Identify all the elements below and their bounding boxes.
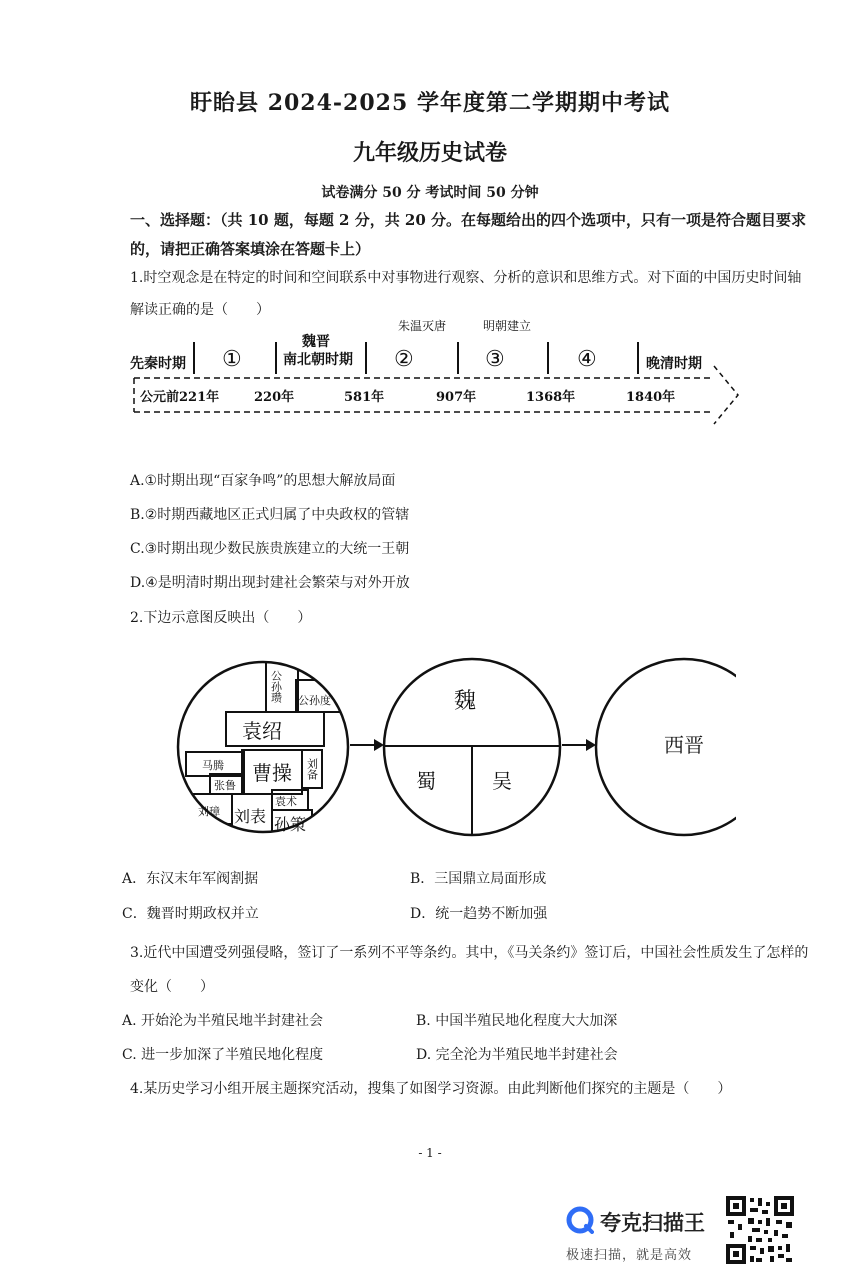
page-number: - 1 - — [418, 1146, 442, 1160]
q1-option-c: C.③时期出现少数民族贵族建立的大统一王朝 — [130, 541, 410, 557]
timeline-year-1368: 1368年 — [526, 390, 576, 405]
timeline-event-ming: 明朝建立 — [483, 319, 532, 333]
timeline-period-2: ② — [394, 347, 414, 372]
exam-title: 盱眙县 2024-2025 学年度第二学期期中考试 — [190, 90, 670, 116]
warlord-liubei: 刘备 — [305, 758, 319, 780]
timeline-period-late-qing: 晚清时期 — [646, 356, 702, 372]
timeline-year-220: 220年 — [254, 390, 295, 405]
timeline-period-4: ④ — [577, 347, 597, 372]
timeline-diagram — [128, 314, 748, 434]
warlord-yuanshao: 袁绍 — [242, 719, 282, 743]
qr-code-icon — [726, 1196, 794, 1264]
scanner-logo-icon — [566, 1206, 594, 1234]
warlord-sunce: 孙策 — [274, 815, 307, 834]
timeline-period-1: ① — [222, 347, 242, 372]
question-3-stem: 3.近代中国遭受列强侵略，签订了一系列不平等条约。其中，《马关条约》签订后，中国社会性质发生了怎样的变化（ ） — [130, 945, 809, 995]
q3-option-a: A. 开始沦为半殖民地半封建社会 — [122, 1013, 324, 1029]
q2-option-b: B．三国鼎立局面形成 — [410, 871, 547, 887]
exam-subtitle: 九年级历史试卷 — [352, 140, 507, 166]
q1-option-a: A.①时期出现“百家争鸣”的思想大解放局面 — [130, 473, 396, 489]
timeline-event-tang: 朱温灭唐 — [398, 319, 447, 333]
kingdom-wei: 魏 — [454, 689, 477, 714]
q3-option-d: D. 完全沦为半殖民地半封建社会 — [416, 1047, 618, 1063]
warlord-caocao: 曹操 — [252, 761, 292, 785]
kingdom-wu: 吴 — [492, 769, 512, 793]
timeline-period-weijin: 魏晋 — [302, 334, 330, 350]
warlord-gongsunzan: 公孙瓒 — [269, 670, 283, 703]
timeline-period-pre-qin: 先秦时期 — [130, 356, 186, 372]
q3-option-b: B. 中国半殖民地化程度大大加深 — [416, 1013, 618, 1029]
q2-option-a: A．东汉末年军阀割据 — [122, 871, 259, 887]
question-4-stem: 4.某历史学习小组开展主题探究活动，搜集了如图学习资源。由此判断他们探究的主题是（ ） — [130, 1081, 732, 1097]
warlord-liuzhang: 刘璋 — [198, 805, 220, 818]
arrow-2-head — [586, 739, 596, 751]
western-jin-label: 西晋 — [664, 733, 704, 757]
kingdom-shu: 蜀 — [416, 769, 436, 793]
q2-option-c: C．魏晋时期政权并立 — [122, 906, 259, 922]
timeline-period-3: ③ — [485, 347, 505, 372]
timeline-period-nanbei: 南北朝时期 — [283, 352, 353, 368]
q2-option-d: D．统一趋势不断加强 — [410, 906, 548, 922]
timeline-year-581: 581年 — [344, 390, 385, 405]
three-kingdoms-diagram — [176, 640, 736, 855]
warlord-gongsundu: 公孙度 — [298, 694, 331, 707]
timeline-year-1840: 1840年 — [626, 390, 676, 405]
arrow-1-head — [374, 739, 384, 751]
scanner-slogan: 极速扫描，就是高效 — [566, 1248, 693, 1263]
warlord-yuanshu: 袁术 — [275, 795, 297, 808]
timeline-year-907: 907年 — [436, 390, 477, 405]
question-2-stem: 2.下边示意图反映出（ ） — [130, 610, 312, 626]
exam-meta: 试卷满分 50 分 考试时间 50 分钟 — [321, 185, 539, 201]
q3-option-c: C. 进一步加深了半殖民地化程度 — [122, 1047, 324, 1063]
warlord-mateng: 马腾 — [202, 759, 224, 772]
timeline-dividers — [194, 342, 638, 374]
warlord-zhanglu: 张鲁 — [214, 779, 236, 792]
q1-option-b: B.②时期西藏地区正式归属了中央政权的管辖 — [130, 507, 410, 523]
warlord-liubiao: 刘表 — [234, 807, 267, 826]
section-heading: 一、选择题：（共 10 题，每题 2 分，共 20 分。在每题给出的四个选项中，只有一项是符合题目要求的，请把正确答案填涂在答题卡上） — [130, 211, 807, 258]
q1-option-d: D.④是明清时期出现封建社会繁荣与对外开放 — [130, 575, 410, 591]
timeline-year-221bc: 公元前221年 — [140, 390, 220, 405]
question-1-stem: 1.时空观念是在特定的时间和空间联系中对事物进行观察、分析的意识和思维方式。对下面的中国历史时间轴解读正确的是（ ） — [130, 270, 802, 318]
scanner-brand: 夸克扫描王 — [600, 1211, 705, 1235]
